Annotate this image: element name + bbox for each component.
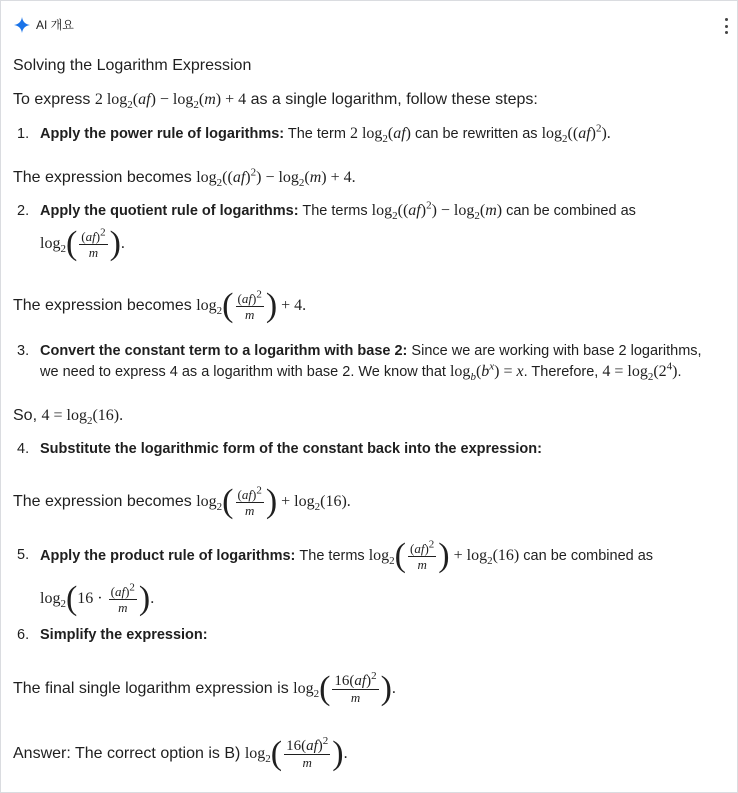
expr-becomes-3: The expression becomes	[13, 493, 192, 510]
answer-text: Answer: The correct option is B)	[13, 745, 241, 762]
step-1-math-a: 2 $\log_2(af)$	[349, 125, 411, 146]
step-3-text-b: we need to express 4 as a logarithm with base 2. We know that	[40, 364, 446, 380]
step-3-text-d: .	[677, 364, 682, 380]
step-3-title: Convert the constant term to a logarithm with base 2:	[40, 343, 408, 359]
step-3-text-a: Since we are working with base 2 logarithms,	[411, 343, 702, 359]
step-1-text-b: can be rewritten as	[415, 126, 538, 142]
step-1-math-b: $\log_2((af)^2)$.	[541, 122, 611, 146]
final-line: The final single logarithm expression is $\log_2$ ( $\frac{16(af)^2}{m}$ ) .	[13, 669, 396, 707]
step-4-title: Substitute the logarithmic form of the constant back into the expression:	[40, 441, 542, 457]
step-5: Apply the product rule of logarithms: The terms $\log_2$ ( $\frac{(af)^2}{m}$ ) + $\log_2(16)$ can be combined as	[40, 537, 654, 574]
step-number: 3.	[17, 343, 30, 359]
sparkle-icon	[14, 17, 30, 33]
step-2	[40, 201, 636, 221]
step-1	[40, 124, 611, 144]
expr-math-1: $\log_2((af)^2) - \log_2(m) + 4$.	[196, 166, 356, 190]
step-2-text-a: The terms	[302, 203, 368, 219]
answer-line: Answer: The correct option is B) $\log_2$ ( $\frac{16(af)^2}{m}$ ) .	[13, 734, 348, 772]
page-title: Solving the Logarithm Expression	[13, 57, 252, 74]
step-2-result: $\log_2$ ( $\frac{(af)^2}{m}$ ) .	[40, 225, 125, 262]
step-number: 5.	[17, 547, 30, 563]
step-3-line-2: we need to express 4 as a logarithm with base 2. We know that $\log_b(b^x) = x$. Therefore, $4 = \log_2(2^4)$.	[40, 360, 682, 384]
expr-becomes-1: The expression becomes	[13, 169, 192, 186]
final-text: The final single logarithm expression is	[13, 680, 289, 697]
expr-becomes-2: The expression becomes	[13, 297, 192, 314]
step-2-math-a: $\log_2((af)^2) - \log_2(m)$	[371, 199, 503, 223]
step-number: 4.	[17, 441, 30, 457]
step-6	[40, 625, 208, 645]
more-options-icon[interactable]	[723, 18, 729, 34]
step-number: 1.	[17, 126, 30, 142]
intro-suffix: as a single logarithm, follow these steps:	[250, 91, 538, 108]
step-5-text-a: The terms	[299, 548, 365, 564]
header	[14, 16, 74, 33]
expression-line-2: The expression becomes $\log_2$ ( $\frac{(af)^2}{m}$ ) + 4.	[13, 287, 307, 324]
step-3-text-c: . Therefore,	[523, 364, 599, 380]
step-1-text-a: The term	[287, 126, 346, 142]
step-number: 6.	[17, 627, 30, 643]
step-5-title: Apply the product rule of logarithms:	[40, 548, 296, 564]
intro-line	[13, 90, 538, 110]
step-3	[40, 341, 702, 361]
intro-prefix: To express	[13, 91, 91, 108]
so-prefix: So,	[13, 407, 38, 424]
step-2-text-b: can be combined as	[506, 203, 636, 219]
step-6-title: Simplify the expression:	[40, 627, 208, 643]
step-5-text-b: can be combined as	[523, 548, 654, 564]
expression-line-1	[13, 168, 356, 188]
intro-math: 2 $\log_2(af) - \log_2(m) + 4$	[94, 91, 247, 112]
step-4	[40, 439, 542, 459]
so-line: So, $4 = \log_2(16)$.	[13, 407, 124, 428]
step-2-title: Apply the quotient rule of logarithms:	[40, 203, 299, 219]
step-1-title: Apply the power rule of logarithms:	[40, 126, 285, 142]
header-title: AI 개요	[36, 18, 74, 32]
step-5-result: $\log_2$ ( 16 · $\frac{(af)^2}{m}$ ) .	[40, 580, 155, 617]
step-number: 2.	[17, 203, 30, 219]
expression-line-3: The expression becomes $\log_2$ ( $\frac{(af)^2}{m}$ ) + $\log_2(16)$.	[13, 483, 351, 520]
